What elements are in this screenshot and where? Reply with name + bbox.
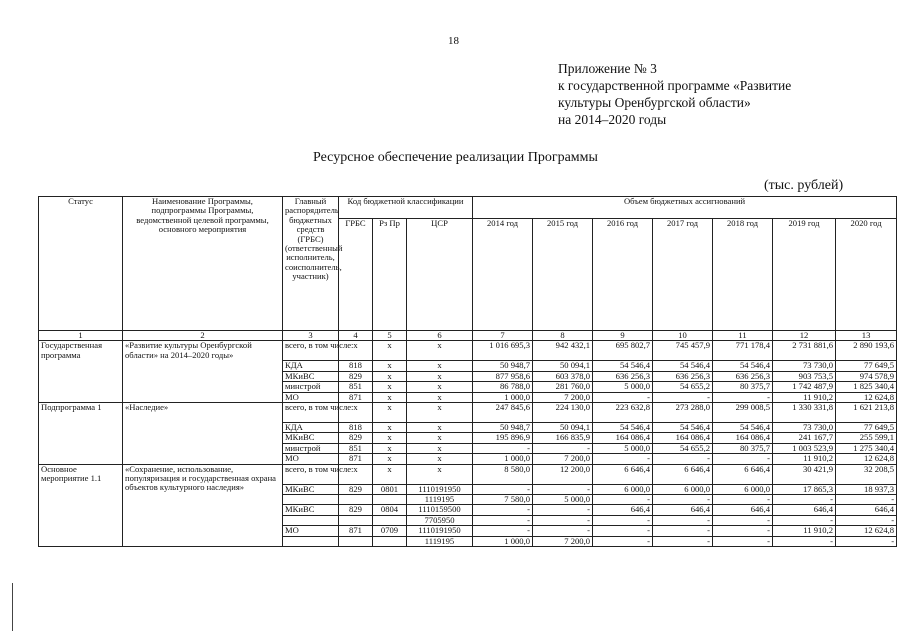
- row-value: 11 910,2: [773, 392, 836, 402]
- row-rzpr: х: [373, 371, 407, 381]
- row-rzpr: х: [373, 341, 407, 361]
- row-value: -: [653, 515, 713, 525]
- row-value: 12 200,0: [533, 464, 593, 484]
- row-value: -: [836, 515, 897, 525]
- table-row: [39, 341, 897, 361]
- row-value: 1 330 331,8: [773, 403, 836, 423]
- row-grbs: [339, 515, 373, 525]
- row-value: -: [713, 515, 773, 525]
- row-grbs-main: всего, в том числе:: [283, 341, 339, 361]
- row-value: 86 788,0: [473, 382, 533, 392]
- row-grbs: 829: [339, 433, 373, 443]
- row-value: -: [653, 536, 713, 546]
- row-value: -: [713, 454, 773, 464]
- row-rzpr: х: [373, 443, 407, 453]
- header-year: 2019 год: [773, 219, 836, 331]
- row-rzpr: х: [373, 382, 407, 392]
- row-rzpr: х: [373, 361, 407, 371]
- column-number: 12: [773, 331, 836, 341]
- row-value: -: [473, 515, 533, 525]
- row-value: 5 000,0: [533, 495, 593, 505]
- row-grbs: 871: [339, 392, 373, 402]
- row-csr: х: [407, 341, 473, 361]
- header-year: 2020 год: [836, 219, 897, 331]
- row-value: 11 910,2: [773, 454, 836, 464]
- row-value: 974 578,9: [836, 371, 897, 381]
- row-value: 164 086,4: [653, 433, 713, 443]
- row-value: -: [533, 515, 593, 525]
- row-grbs: х: [339, 403, 373, 423]
- header-year: 2015 год: [533, 219, 593, 331]
- appendix-line: Приложение № 3: [558, 61, 657, 76]
- row-grbs-main: [283, 536, 339, 546]
- row-value: 6 000,0: [593, 484, 653, 494]
- row-value: 273 288,0: [653, 403, 713, 423]
- row-grbs-main: всего, в том числе:: [283, 464, 339, 484]
- row-value: 73 730,0: [773, 361, 836, 371]
- row-csr: 1119195: [407, 536, 473, 546]
- row-value: 5 000,0: [593, 382, 653, 392]
- row-value: -: [593, 392, 653, 402]
- row-value: 1 742 487,9: [773, 382, 836, 392]
- row-csr: 1110159500: [407, 505, 473, 515]
- row-grbs: 818: [339, 361, 373, 371]
- row-name: «Наследие»: [123, 403, 283, 465]
- column-number: 10: [653, 331, 713, 341]
- row-value: 1 003 523,9: [773, 443, 836, 453]
- column-number: 8: [533, 331, 593, 341]
- row-value: -: [773, 536, 836, 546]
- row-value: 771 178,4: [713, 341, 773, 361]
- row-grbs: х: [339, 341, 373, 361]
- row-value: -: [533, 443, 593, 453]
- row-grbs-main: МО: [283, 392, 339, 402]
- row-name: «Сохранение, использование, популяризация и государственная охрана объектов культурного наследия»: [123, 464, 283, 546]
- row-rzpr: [373, 536, 407, 546]
- row-value: -: [773, 495, 836, 505]
- row-value: -: [653, 392, 713, 402]
- row-value: 73 730,0: [773, 423, 836, 433]
- column-number: 11: [713, 331, 773, 341]
- row-value: 18 937,3: [836, 484, 897, 494]
- row-value: 6 000,0: [653, 484, 713, 494]
- row-value: 166 835,9: [533, 433, 593, 443]
- row-value: 1 000,0: [473, 454, 533, 464]
- header-status: Статус: [39, 197, 123, 331]
- header-grbs-main: Главный распорядитель бюджетных средств (ГРБС) (ответственный исполнитель, соисполнитель, участник): [283, 197, 339, 331]
- row-rzpr: х: [373, 464, 407, 484]
- row-grbs-main: [283, 515, 339, 525]
- row-csr: 1110191950: [407, 526, 473, 536]
- row-grbs: 829: [339, 484, 373, 494]
- row-grbs: 829: [339, 371, 373, 381]
- table-row: [39, 464, 897, 484]
- units-label: (тыс. рублей): [764, 178, 844, 193]
- row-value: -: [473, 484, 533, 494]
- row-value: 50 948,7: [473, 423, 533, 433]
- row-value: 5 000,0: [593, 443, 653, 453]
- row-value: 12 624,8: [836, 454, 897, 464]
- row-grbs: 871: [339, 454, 373, 464]
- row-rzpr: х: [373, 403, 407, 423]
- row-value: -: [473, 443, 533, 453]
- row-value: 7 200,0: [533, 536, 593, 546]
- row-grbs-main: МО: [283, 526, 339, 536]
- row-value: 54 655,2: [653, 443, 713, 453]
- row-value: -: [593, 454, 653, 464]
- row-value: 50 948,7: [473, 361, 533, 371]
- row-value: 255 599,1: [836, 433, 897, 443]
- row-grbs-main: КДА: [283, 361, 339, 371]
- row-csr: х: [407, 371, 473, 381]
- header-name: Наименование Программы, подпрограммы Программы, ведомственной целевой программы, основного мероприятия: [123, 197, 283, 331]
- column-number: 1: [39, 331, 123, 341]
- row-rzpr: х: [373, 423, 407, 433]
- appendix-line: к государственной программе «Развитие: [558, 78, 792, 93]
- row-value: 12 624,8: [836, 392, 897, 402]
- row-csr: х: [407, 423, 473, 433]
- row-value: 646,4: [773, 505, 836, 515]
- row-value: 17 865,3: [773, 484, 836, 494]
- row-value: 299 008,5: [713, 403, 773, 423]
- row-value: 12 624,8: [836, 526, 897, 536]
- row-value: -: [836, 495, 897, 505]
- row-grbs-main: всего, в том числе:: [283, 403, 339, 423]
- row-csr: 1119195: [407, 495, 473, 505]
- row-csr: х: [407, 403, 473, 423]
- row-value: -: [713, 526, 773, 536]
- row-status: Подпрограмма 1: [39, 403, 123, 465]
- row-grbs: [339, 536, 373, 546]
- row-value: 54 655,2: [653, 382, 713, 392]
- row-value: -: [713, 536, 773, 546]
- row-value: 2 731 881,6: [773, 341, 836, 361]
- row-status: Государственная программа: [39, 341, 123, 403]
- row-grbs: х: [339, 464, 373, 484]
- row-value: -: [713, 495, 773, 505]
- row-grbs: 851: [339, 382, 373, 392]
- row-value: 241 167,7: [773, 433, 836, 443]
- header-year: 2014 год: [473, 219, 533, 331]
- row-value: 646,4: [593, 505, 653, 515]
- row-value: 6 646,4: [713, 464, 773, 484]
- row-grbs-main: минстрой: [283, 443, 339, 453]
- row-value: 281 760,0: [533, 382, 593, 392]
- row-rzpr: х: [373, 454, 407, 464]
- row-csr: х: [407, 464, 473, 484]
- row-value: 80 375,7: [713, 382, 773, 392]
- margin-mark: [12, 583, 13, 631]
- row-value: 1 000,0: [473, 536, 533, 546]
- header-year: 2016 год: [593, 219, 653, 331]
- row-value: -: [653, 495, 713, 505]
- row-csr: 7705950: [407, 515, 473, 525]
- appendix-line: культуры Оренбургской области»: [558, 95, 751, 110]
- row-value: 54 546,4: [653, 361, 713, 371]
- row-rzpr: х: [373, 392, 407, 402]
- row-grbs: [339, 495, 373, 505]
- row-value: 54 546,4: [653, 423, 713, 433]
- row-rzpr: х: [373, 433, 407, 443]
- row-value: -: [593, 495, 653, 505]
- row-rzpr: 0801: [373, 484, 407, 494]
- row-value: 8 580,0: [473, 464, 533, 484]
- row-value: 195 896,9: [473, 433, 533, 443]
- row-value: 2 890 193,6: [836, 341, 897, 361]
- row-value: -: [533, 484, 593, 494]
- column-number: 6: [407, 331, 473, 341]
- row-csr: х: [407, 443, 473, 453]
- row-csr: 1110191950: [407, 484, 473, 494]
- table-row: [39, 403, 897, 423]
- row-value: 54 546,4: [713, 361, 773, 371]
- row-grbs: 871: [339, 526, 373, 536]
- row-value: 7 200,0: [533, 454, 593, 464]
- row-value: 247 845,6: [473, 403, 533, 423]
- row-value: 54 546,4: [593, 423, 653, 433]
- row-value: 646,4: [653, 505, 713, 515]
- row-value: 646,4: [836, 505, 897, 515]
- row-grbs: 851: [339, 443, 373, 453]
- row-rzpr: 0709: [373, 526, 407, 536]
- row-value: 54 546,4: [713, 423, 773, 433]
- row-value: 164 086,4: [593, 433, 653, 443]
- row-value: -: [836, 536, 897, 546]
- row-value: 6 000,0: [713, 484, 773, 494]
- row-value: -: [713, 392, 773, 402]
- table-body: [39, 341, 897, 547]
- column-number: 5: [373, 331, 407, 341]
- row-value: 7 200,0: [533, 392, 593, 402]
- row-value: 636 256,3: [593, 371, 653, 381]
- column-number: 4: [339, 331, 373, 341]
- row-value: 11 910,2: [773, 526, 836, 536]
- row-value: 224 130,0: [533, 403, 593, 423]
- document-title: Ресурсное обеспечение реализации Программы: [313, 150, 598, 165]
- row-value: -: [473, 526, 533, 536]
- row-value: 903 753,5: [773, 371, 836, 381]
- row-grbs: 829: [339, 505, 373, 515]
- row-status: Основное мероприятие 1.1: [39, 464, 123, 546]
- header-year: 2017 год: [653, 219, 713, 331]
- row-csr: х: [407, 382, 473, 392]
- row-value: 80 375,7: [713, 443, 773, 453]
- row-value: 695 802,7: [593, 341, 653, 361]
- row-value: 1 000,0: [473, 392, 533, 402]
- header-volume-group: Объем бюджетных ассигнований: [473, 197, 897, 219]
- row-grbs-main: МКиВС: [283, 484, 339, 494]
- row-value: -: [593, 526, 653, 536]
- column-number: 9: [593, 331, 653, 341]
- row-value: 50 094,1: [533, 423, 593, 433]
- row-value: 745 457,9: [653, 341, 713, 361]
- row-value: 1 275 340,4: [836, 443, 897, 453]
- row-grbs-main: КДА: [283, 423, 339, 433]
- header-rzpr: Рз Пр: [373, 219, 407, 331]
- row-value: 636 256,3: [713, 371, 773, 381]
- column-number: 7: [473, 331, 533, 341]
- row-value: 877 958,6: [473, 371, 533, 381]
- row-value: -: [473, 505, 533, 515]
- row-name: «Развитие культуры Оренбургской области» на 2014–2020 годы»: [123, 341, 283, 403]
- row-value: 1 016 695,3: [473, 341, 533, 361]
- row-value: 223 632,8: [593, 403, 653, 423]
- row-value: 30 421,9: [773, 464, 836, 484]
- row-value: 77 649,5: [836, 423, 897, 433]
- column-number: 13: [836, 331, 897, 341]
- row-value: 1 825 340,4: [836, 382, 897, 392]
- appendix-line: на 2014–2020 годы: [558, 112, 667, 127]
- row-csr: х: [407, 361, 473, 371]
- row-value: 6 646,4: [653, 464, 713, 484]
- row-grbs-main: МО: [283, 454, 339, 464]
- row-value: 164 086,4: [713, 433, 773, 443]
- row-csr: х: [407, 433, 473, 443]
- header-year: 2018 год: [713, 219, 773, 331]
- row-value: 32 208,5: [836, 464, 897, 484]
- header-csr: ЦСР: [407, 219, 473, 331]
- row-csr: х: [407, 392, 473, 402]
- row-grbs-main: минстрой: [283, 382, 339, 392]
- row-value: 1 621 213,8: [836, 403, 897, 423]
- row-value: 646,4: [713, 505, 773, 515]
- row-value: 7 580,0: [473, 495, 533, 505]
- row-value: 603 378,0: [533, 371, 593, 381]
- row-grbs-main: МКиВС: [283, 505, 339, 515]
- row-value: 77 649,5: [836, 361, 897, 371]
- row-value: 50 094,1: [533, 361, 593, 371]
- page-number: 18: [448, 35, 459, 47]
- column-number: 2: [123, 331, 283, 341]
- row-value: -: [533, 526, 593, 536]
- header-code-group: Код бюджетной классификации: [339, 197, 473, 219]
- row-rzpr: 0804: [373, 505, 407, 515]
- row-value: 54 546,4: [593, 361, 653, 371]
- resource-table: [38, 196, 897, 547]
- header-grbs: ГРБС: [339, 219, 373, 331]
- row-value: 942 432,1: [533, 341, 593, 361]
- row-value: -: [653, 526, 713, 536]
- row-value: -: [593, 536, 653, 546]
- row-csr: х: [407, 454, 473, 464]
- row-value: 636 256,3: [653, 371, 713, 381]
- row-grbs-main: МКиВС: [283, 371, 339, 381]
- row-value: -: [593, 515, 653, 525]
- column-number: 3: [283, 331, 339, 341]
- row-grbs-main: МКиВС: [283, 433, 339, 443]
- row-value: -: [773, 515, 836, 525]
- row-value: -: [653, 454, 713, 464]
- row-grbs-main: [283, 495, 339, 505]
- row-rzpr: [373, 495, 407, 505]
- row-rzpr: [373, 515, 407, 525]
- row-grbs: 818: [339, 423, 373, 433]
- row-value: 6 646,4: [593, 464, 653, 484]
- row-value: -: [533, 505, 593, 515]
- appendix-heading: [558, 60, 791, 128]
